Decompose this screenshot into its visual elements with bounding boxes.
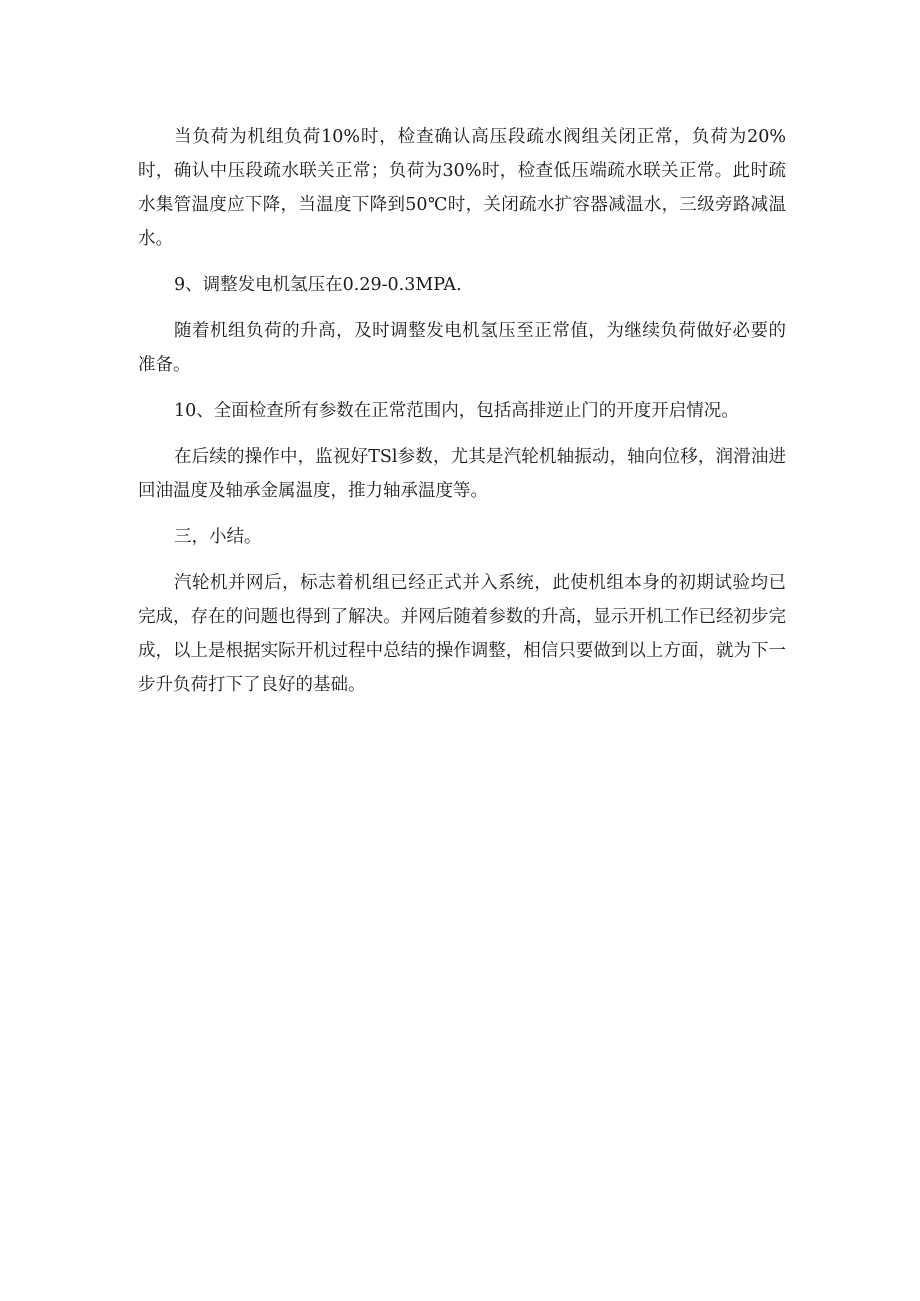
paragraph-step-10-heading: 10、全面检查所有参数在正常范围内，包括高排逆止门的开度开启情况。 [174,401,739,421]
paragraph-step-9-heading: 9、调整发电机氢压在0.29-0.3MPA. [174,275,462,295]
section-summary-heading: 三，小结。 [174,527,262,547]
paragraph-tsi-monitoring: 在后续的操作中，监视好TSl参数，尤其是汽轮机轴振动，轴向位移，润滑油进回油温度及轴承金属温度，推力轴承温度等。 [138,447,786,501]
paragraph-load-drain-checks: 当负荷为机组负荷10%时，检查确认高压段疏水阀组关闭正常，负荷为20%时，确认中压段疏水联关正常；负荷为30%时，检查低压端疏水联关正常。此时疏水集管温度应下降，当温度下降到50℃时，关闭疏水扩容器减温水，三级旁路减温水。 [138,127,786,249]
paragraph-summary: 汽轮机并网后，标志着机组已经正式并入系统，此使机组本身的初期试验均已完成，存在的问题也得到了解决。并网后随着参数的升高，显示开机工作已经初步完成，以上是根据实际开机过程中总结的操作调整，相信只要做到以上方面，就为下一步升负荷打下了良好的基础。 [138,573,786,695]
paragraph-hydrogen-pressure: 随着机组负荷的升高，及时调整发电机氢压至正常值，为继续负荷做好必要的准备。 [138,321,786,375]
document-body [138,120,786,714]
